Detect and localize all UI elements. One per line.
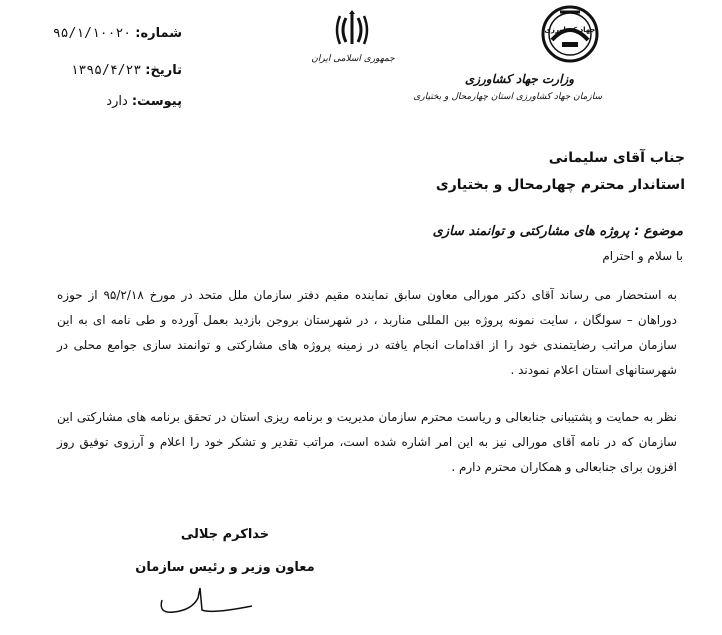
body-paragraph-1: به استحضار می رساند آقای دکتر مورالی معاون سابق نماینده مقیم دفتر سازمان ملل متحد در مورخ ۹۵/۲/۱۸ از حوزه دوراهان – سولگان ، سایت نمونه پروژه بین المللی مناربد ، در شهرستان بروجن بازدید بعمل آورده و طی نامه ای به این سازمان مراتب رضایتمندی خود را از اقدامات انجام یافته در زمینه پروژه های مشارکتی و توانمند سازی جوامع محلی در شهرستانهای استان اعلام نمودند . (57, 288, 677, 377)
letter-number (49, 26, 182, 41)
iran-emblem-icon (332, 10, 372, 50)
letter-date (67, 63, 182, 78)
letter-attachment-value: دارد (106, 94, 128, 109)
emblem-caption: جمهوری اسلامی ایران (311, 54, 395, 64)
handwritten-signature (152, 580, 272, 620)
organization-name: سازمان جهاد کشاورزی استان چهارمحال و بختیاری (413, 92, 602, 102)
greeting: با سلام و احترام (602, 249, 683, 263)
addressee-name: جناب آقای سلیمانی (548, 150, 685, 166)
signatory-title: معاون وزیر و رئیس سازمان (135, 560, 315, 575)
letter-attachment (102, 94, 182, 109)
letter-attachment-label: پیوست: (131, 94, 182, 109)
letter-subject: موضوع : پروژه های مشارکتی و توانمند سازی (432, 224, 683, 239)
addressee-title: استاندار محترم چهارمحال و بختیاری (435, 177, 685, 193)
signatory-name: خداکرم جلالی (180, 527, 270, 542)
letter-number-value: ۹۵/۱/۱۰۰۲۰ (52, 26, 132, 41)
letter-date-label: تاریخ: (145, 63, 182, 78)
jihad-logo (538, 4, 602, 66)
letter-date-value: ۱۳۹۵/۴/۲۳ (70, 63, 142, 78)
letter-number-label: شماره: (135, 26, 182, 41)
logo-text: جهاد کشاورزی (544, 26, 596, 34)
body-paragraph-2: نظر به حمایت و پشتیبانی جنابعالی و ریاست محترم سازمان مدیریت و برنامه ریزی استان در تحقق برنامه های مشارکتی این سازمان که در نامه آقای مورالی نیز به این امر اشاره شده است، مراتب تقدیر و تشکر خود را اعلام و آرزوی توفیق روز افزون برای جنابعالی و همکاران محترم دارم . (57, 410, 677, 474)
ministry-name: وزارت جهاد کشاورزی (464, 72, 574, 86)
